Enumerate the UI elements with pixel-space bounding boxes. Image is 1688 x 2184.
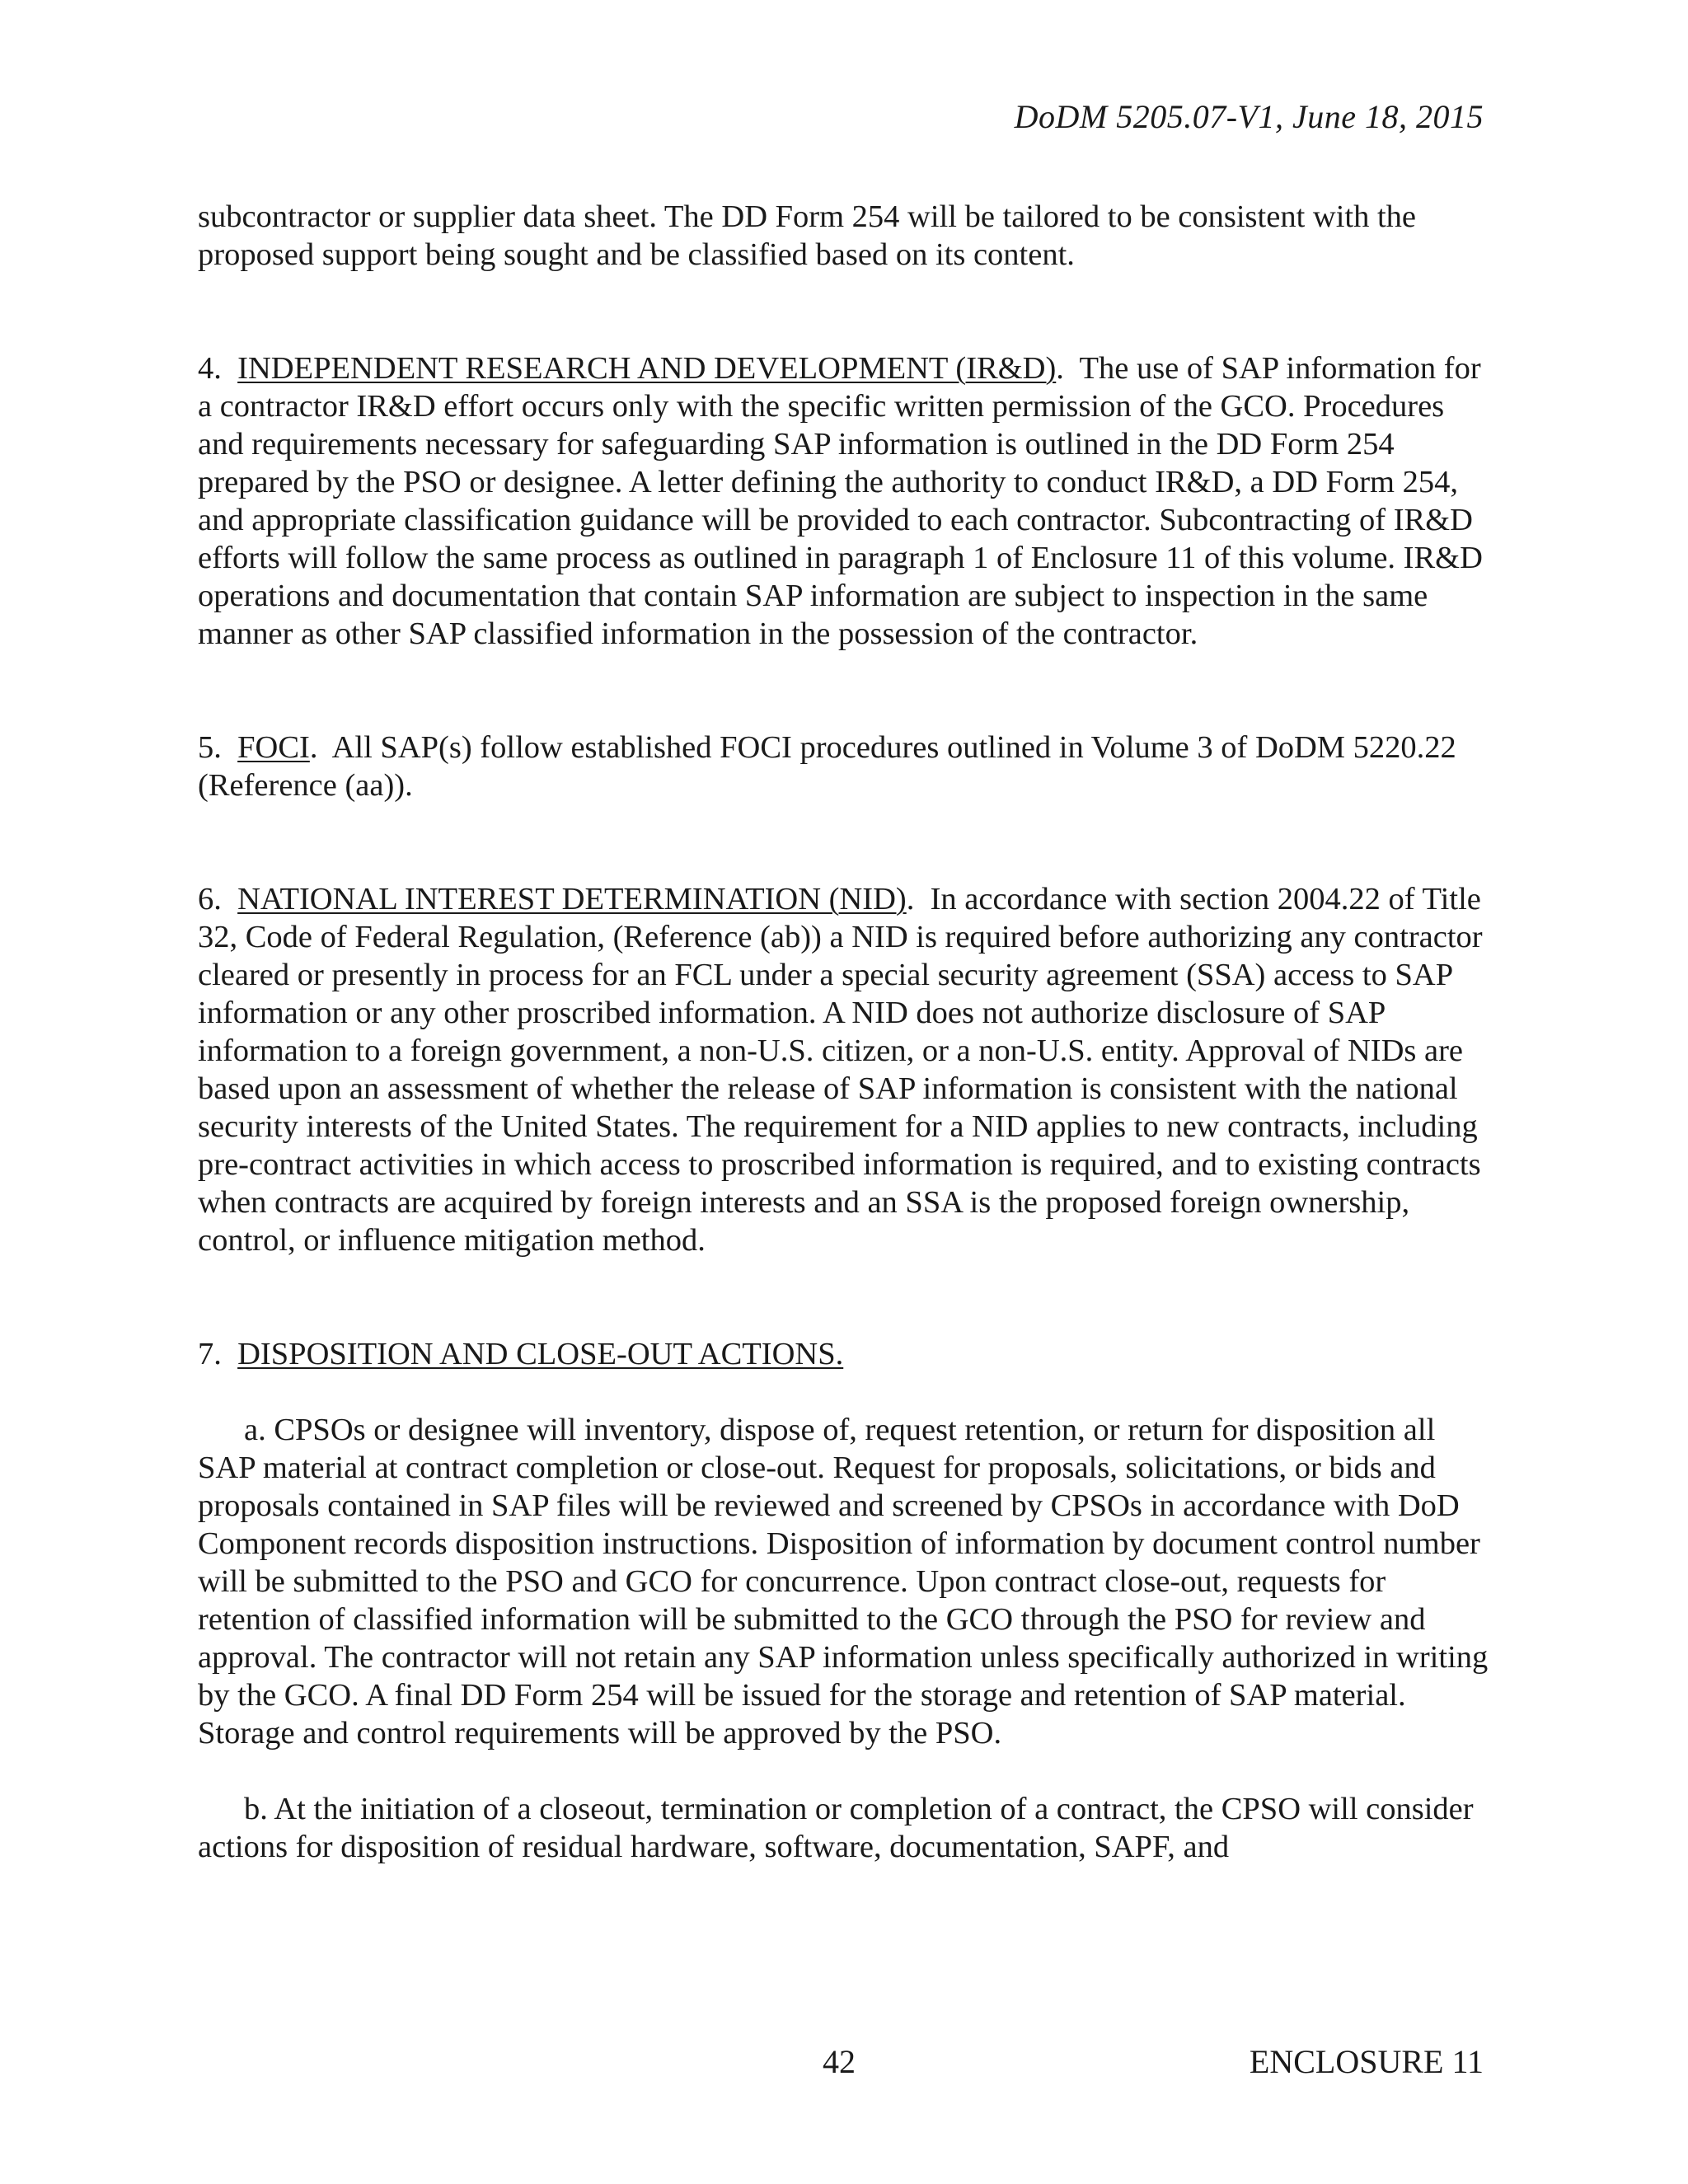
section-5-number: 5.	[198, 730, 222, 765]
section-5-body: All SAP(s) follow established FOCI procedures outlined in Volume 3 of DoDM 5220.22 (Reference (aa)).	[198, 730, 1456, 803]
section-7-subparagraph-a: a. CPSOs or designee will inventory, dispose of, request retention, or return for disposition all SAP material at contract completion or close-out. Request for proposals, solicitations, or bids and proposals contained in SAP files will be reviewed and screened by CPSOs in accordance with DoD Component records disposition instructions. Disposition of information by document control number will be submitted to the PSO and GCO for concurrence. Upon contract close-out, requests for retention of classified information will be submitted to the GCO through the PSO for review and approval. The contractor will not retain any SAP information unless specifically authorized in writing by the GCO. A final DD Form 254 will be issued for the storage and retention of SAP material. Storage and control requirements will be approved by the PSO.	[198, 1413, 1489, 1750]
section-7-heading	[198, 1335, 1490, 1373]
section-7-title: DISPOSITION AND CLOSE-OUT ACTIONS.	[237, 1337, 844, 1371]
enclosure-label: ENCLOSURE 11	[1249, 2043, 1484, 2080]
section-7-number: 7.	[198, 1337, 222, 1371]
page-number: 42	[823, 2043, 856, 2080]
section-4-title: INDEPENDENT RESEARCH AND DEVELOPMENT (IR&D)	[237, 351, 1057, 386]
section-5: 5. FOCI. All SAP(s) follow established FOCI procedures outlined in Volume 3 of DoDM 5220.22 (Reference (aa)).	[198, 730, 1456, 803]
section-5-title: FOCI	[237, 730, 310, 765]
section-6: 6. NATIONAL INTEREST DETERMINATION (NID). In accordance with section 2004.22 of Title 32, Code of Federal Regulation, (Reference (ab)) a NID is required before authorizing any contractor cleared or presently in process for an FCL under a special security agreement (SSA) access to SAP information or any other proscribed information. A NID does not authorize disclosure of SAP information to a foreign government, a non-U.S. citizen, or a non-U.S. entity. Approval of NIDs are based upon an assessment of whether the release of SAP information is consistent with the national security interests of the United States. The requirement for a NID applies to new contracts, including pre-contract activities in which access to proscribed information is required, and to existing contracts when contracts are acquired by foreign interests and an SSA is the proposed foreign ownership, control, or influence mitigation method.	[198, 882, 1483, 1258]
section-6-number: 6.	[198, 882, 222, 916]
running-header: DoDM 5205.07-V1, June 18, 2015	[1014, 98, 1484, 135]
document-body	[198, 198, 1490, 1866]
section-7-subparagraph-b: b. At the initiation of a closeout, termination or completion of a contract, the CPSO will consider actions for disposition of residual hardware, software, documentation, SAPF, and	[198, 1792, 1474, 1864]
section-4-body: The use of SAP information for a contractor IR&D effort occurs only with the specific written permission of the GCO. Procedures and requirements necessary for safeguarding SAP information is outlined in the DD Form 254 prepared by the PSO or designee. A letter defining the authority to conduct IR&D, a DD Form 254, and appropriate classification guidance will be provided to each contractor. Subcontracting of IR&D efforts will follow the same process as outlined in paragraph 1 of Enclosure 11 of this volume. IR&D operations and documentation that contain SAP information are subject to inspection in the same manner as other SAP classified information in the possession of the contractor.	[198, 351, 1483, 651]
continued-paragraph: subcontractor or supplier data sheet. The DD Form 254 will be tailored to be consistent with the proposed support being sought and be classified based on its content.	[198, 199, 1417, 272]
section-4-number: 4.	[198, 351, 222, 386]
section-6-body: In accordance with section 2004.22 of Title 32, Code of Federal Regulation, (Reference (ab)) a NID is required before authorizing any contractor cleared or presently in process for an FCL under a special security agreement (SSA) access to SAP information or any other proscribed information. A NID does not authorize disclosure of SAP information to a foreign government, a non-U.S. citizen, or a non-U.S. entity. Approval of NIDs are based upon an assessment of whether the release of SAP information is consistent with the national security interests of the United States. The requirement for a NID applies to new contracts, including pre-contract activities in which access to proscribed information is required, and to existing contracts when contracts are acquired by foreign interests and an SSA is the proposed foreign ownership, control, or influence mitigation method.	[198, 882, 1483, 1258]
section-6-title: NATIONAL INTEREST DETERMINATION (NID)	[237, 882, 907, 916]
section-4: 4. INDEPENDENT RESEARCH AND DEVELOPMENT (IR&D). The use of SAP information for a contractor IR&D effort occurs only with the specific written permission of the GCO. Procedures and requirements necessary for safeguarding SAP information is outlined in the DD Form 254 prepared by the PSO or designee. A letter defining the authority to conduct IR&D, a DD Form 254, and appropriate classification guidance will be provided to each contractor. Subcontracting of IR&D efforts will follow the same process as outlined in paragraph 1 of Enclosure 11 of this volume. IR&D operations and documentation that contain SAP information are subject to inspection in the same manner as other SAP classified information in the possession of the contractor.	[198, 351, 1483, 651]
